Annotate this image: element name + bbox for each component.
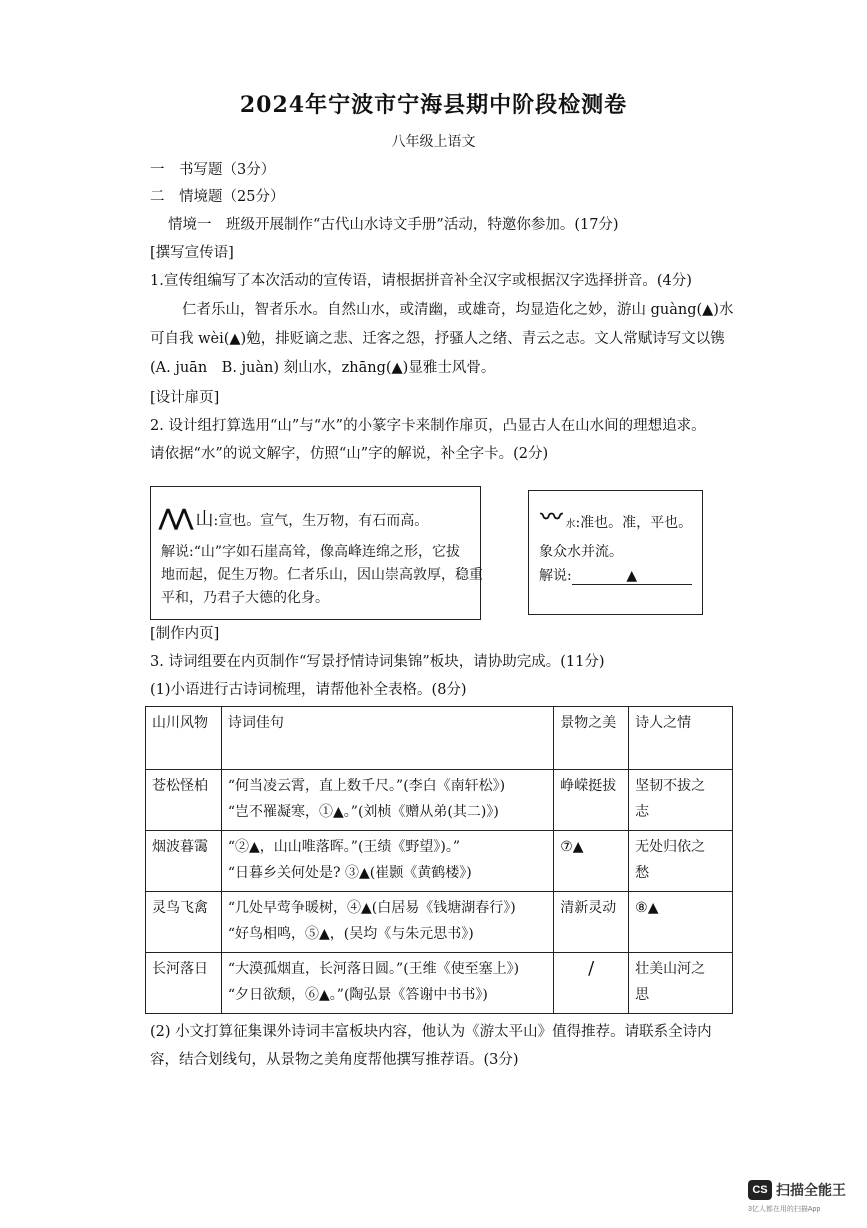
- emotion-line: 愁: [635, 865, 650, 881]
- question-1: 1.宣传组编写了本次活动的宣传语，请根据拼音补全汉字或根据汉字选择拼音。(4分): [150, 273, 692, 289]
- scenery-cell: 长河落日: [146, 953, 222, 1014]
- table-header-row: [146, 707, 733, 770]
- shan-expl-2: 地而起，促生万物。仁者乐山，因山崇高敦厚，稳重: [161, 567, 483, 583]
- verse-line: “②▲，山山唯落晖。”(王绩《野望》)。”: [227, 839, 461, 855]
- emotion-cell[interactable]: [629, 892, 733, 953]
- shui-expl-label: 解说:: [539, 568, 572, 584]
- table-row: [146, 892, 733, 953]
- verse-line: “好鸟相鸣，⑤▲，(吴均《与朱元思书》): [227, 926, 474, 942]
- beauty-cell[interactable]: ⑦▲: [554, 831, 629, 892]
- emotion-cell: [629, 831, 733, 892]
- shui-line-2: 象众水并流。: [539, 544, 623, 560]
- shan-expl-3: 平和，乃君子大德的化身。: [161, 590, 329, 606]
- table-row: [146, 770, 733, 831]
- section-scenario: 二 情境题（25分）: [150, 189, 285, 205]
- emotion-line: ⑧▲: [635, 900, 659, 916]
- question-3: 3. 诗词组要在内页制作“写景抒情诗词集锦”板块，请协助完成。(11分): [150, 654, 605, 670]
- question-2-line-1: 2. 设计组打算选用“山”与“水”的小篆字卡来制作扉页，凸显古人在山水间的理想追求。: [150, 418, 706, 434]
- shui-definition-line: [539, 505, 692, 532]
- scenery-cell: 灵鸟飞禽: [146, 892, 222, 953]
- slogan-line-3: (A. juān B. juàn) 刻山水，zhāng(▲)显雅士风骨。: [150, 360, 496, 376]
- emotion-cell: [629, 953, 733, 1014]
- verse-line: “日暮乡关何处是? ③▲(崔颢《黄鹤楼》): [227, 865, 472, 881]
- verse-line: “几处早莺争暖树，④▲(白居易《钱塘湖春行》): [227, 900, 516, 916]
- header-cell: 诗人之情: [629, 707, 733, 770]
- slogan-line-1: 仁者乐山，智者乐水。自然山水，或清幽，或雄奇，均显造化之妙，游山 guàng(▲)水: [182, 302, 734, 318]
- seal-shui-glyph: 〰: [537, 505, 563, 527]
- table-row: [146, 953, 733, 1014]
- verse-line: “岂不罹凝寒，①▲。”(刘桢《赠从弟(其二)》): [227, 804, 499, 820]
- emotion-cell: [629, 770, 733, 831]
- shui-expl-blank[interactable]: ▲: [572, 568, 692, 585]
- shan-char: 山: [195, 509, 214, 530]
- shui-def: :准也。准，平也。: [575, 515, 693, 531]
- emotion-line: 志: [635, 804, 650, 820]
- shui-explanation: [539, 565, 692, 585]
- page-subtitle: 八年级上语文: [391, 134, 476, 150]
- verse-cell: [221, 831, 553, 892]
- header-cell: 诗词佳句: [221, 707, 553, 770]
- watermark-name: 扫描全能王: [776, 1182, 846, 1198]
- table-row: [146, 831, 733, 892]
- shan-definition-line: [159, 505, 428, 531]
- heading-inner-page: [制作内页]: [150, 626, 220, 642]
- seal-shan-glyph: ⋀⋀: [159, 505, 192, 531]
- camscanner-logo-icon: CS: [748, 1180, 772, 1200]
- poem-table: [145, 706, 733, 1014]
- emotion-line: 思: [635, 987, 650, 1003]
- beauty-cell: /: [554, 953, 629, 1014]
- header-cell: 山川风物: [146, 707, 222, 770]
- verse-cell: [221, 953, 553, 1014]
- watermark-tagline: 3亿人都在用的扫描App: [748, 1206, 821, 1213]
- verse-cell: [221, 770, 553, 831]
- scenario-one: 情境一 班级开展制作“古代山水诗文手册”活动，特邀你参加。(17分): [168, 217, 619, 233]
- emotion-line: 壮美山河之: [635, 961, 706, 977]
- question-3-2-line-2: 容，结合划线句，从景物之美角度帮他撰写推荐语。(3分): [150, 1052, 519, 1068]
- emotion-line: 坚韧不拔之: [635, 778, 706, 794]
- beauty-cell: 清新灵动: [554, 892, 629, 953]
- shui-char: 水: [565, 519, 576, 530]
- verse-line: “大漠孤烟直，长河落日圆。”(王维《使至塞上》): [227, 961, 520, 977]
- verse-cell: [221, 892, 553, 953]
- header-cell: 景物之美: [554, 707, 629, 770]
- scanner-watermark: [748, 1178, 858, 1218]
- verse-line: “何当凌云霄，直上数千尺。”(李白《南轩松》): [227, 778, 506, 794]
- scenery-cell: 苍松怪柏: [146, 770, 222, 831]
- character-card-shui: [528, 490, 703, 615]
- shan-def: :宣也。宣气，生万物，有石而高。: [213, 513, 429, 529]
- beauty-cell: 峥嵘挺拔: [554, 770, 629, 831]
- emotion-line: 无处归依之: [635, 839, 706, 855]
- page-title: 2024年宁波市宁海县期中阶段检测卷: [239, 92, 628, 118]
- question-3-2-line-1: (2) 小文打算征集课外诗词丰富板块内容，他认为《游太平山》值得推荐。请联系全诗内: [150, 1024, 712, 1040]
- heading-title-page: [设计扉页]: [150, 390, 220, 406]
- heading-slogan: [撰写宣传语]: [150, 245, 234, 261]
- question-2-line-2: 请依据“水”的说文解字，仿照“山”字的解说，补全字卡。(2分): [150, 446, 549, 462]
- scenery-cell: 烟波暮霭: [146, 831, 222, 892]
- section-writing: 一 书写题（3分）: [150, 162, 276, 178]
- character-card-shan: [150, 486, 481, 620]
- shan-expl-1: 解说:“山”字如石崖高耸，像高峰连绵之形，它拔: [161, 544, 461, 560]
- verse-line: “夕日欲颓，⑥▲。”(陶弘景《答谢中书书》): [227, 987, 488, 1003]
- question-3-1: (1)小语进行古诗词梳理，请帮他补全表格。(8分): [150, 682, 467, 698]
- slogan-line-2: 可自我 wèi(▲)勉，排贬谪之悲、迁客之怨，抒骚人之绪、青云之志。文人常赋诗写文以镌: [150, 331, 725, 347]
